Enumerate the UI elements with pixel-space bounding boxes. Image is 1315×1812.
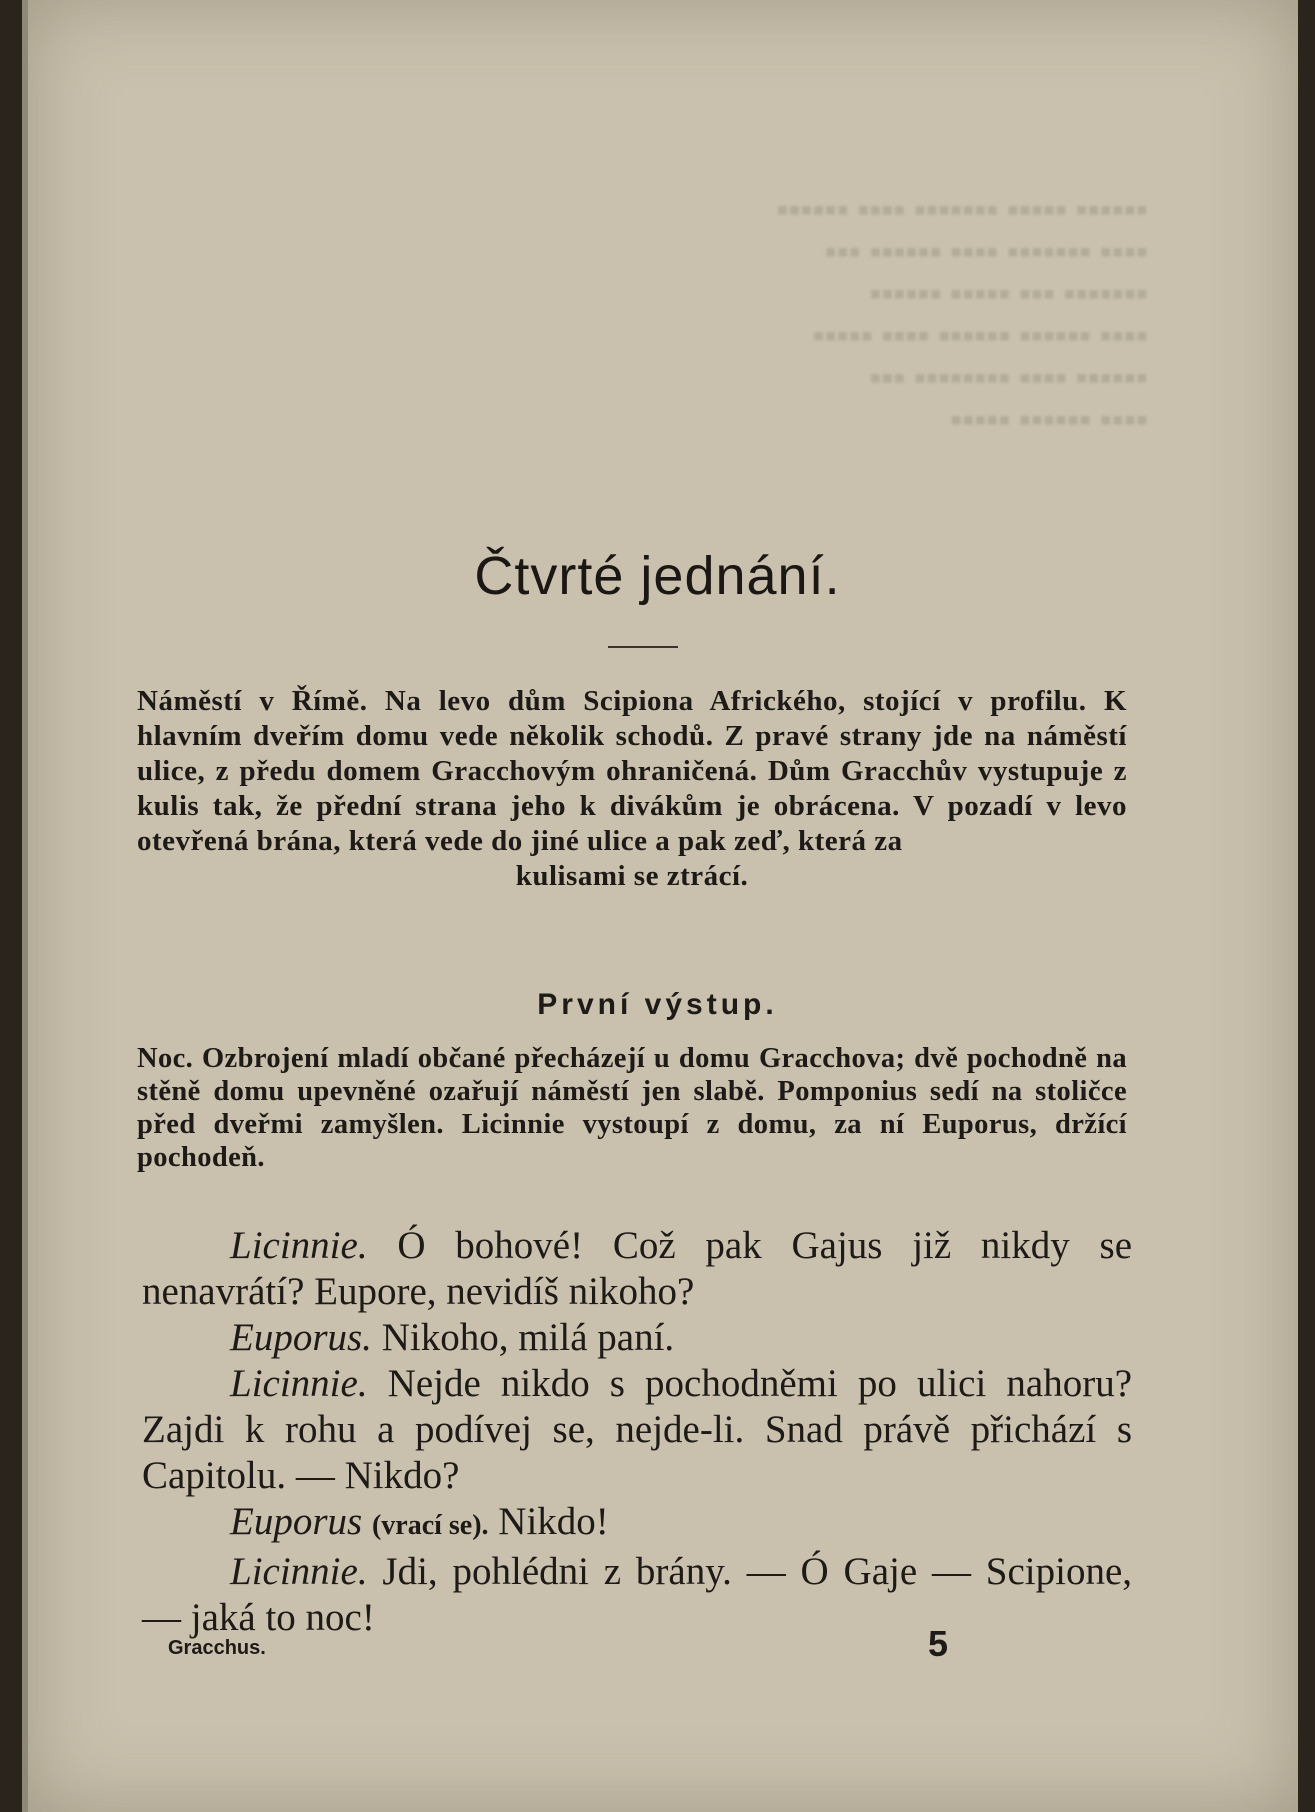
signature-mark: Gracchus.: [168, 1637, 266, 1659]
page-number: 5: [928, 1623, 949, 1664]
act-title: Čtvrté jednání.: [474, 546, 841, 606]
dialogue-block: [142, 1223, 1132, 1641]
speaker-name: Euporus.: [230, 1316, 372, 1359]
speaker-name: Euporus: [230, 1500, 363, 1543]
setting-text-last-line: kulisami se ztrácí.: [515, 860, 749, 892]
dialogue-text: Nikdo!: [498, 1500, 609, 1543]
dialogue-line: [142, 1549, 1132, 1641]
dialogue-text: Nejde nikdo s pochodněmi po ulici nahoru? Zajdi k rohu a podívej se, nejde-li. Snad právě přichází s Capitolu. — Nikdo?: [142, 1362, 1133, 1497]
divider-rule: [608, 646, 678, 648]
dialogue-text: Nikoho, milá paní.: [381, 1316, 675, 1359]
bleed-through-texture: ▪▪▪▪▪▪ ▪▪▪▪▪ ▪▪▪▪▪▪▪ ▪▪▪▪ ▪▪▪▪▪▪ ▪▪▪▪ ▪▪▪▪▪▪▪ ▪▪▪▪ ▪▪▪▪▪▪ ▪▪▪ ▪▪▪▪▪▪▪ ▪▪▪ ▪▪▪▪▪ ▪▪▪▪▪▪ ▪▪▪▪ ▪▪▪▪▪▪ ▪▪▪▪▪▪ ▪▪▪▪ ▪▪▪▪▪ ▪▪▪▪▪▪ ▪▪▪▪ ▪▪▪▪▪▪▪▪ ▪▪▪ ▪▪▪▪ ▪▪▪▪▪▪ ▪▪▪▪▪: [776, 192, 1148, 439]
setting-text: Náměstí v Římě. Na levo dům Scipiona Afrického, stojící v profilu. K hlavním dveřím domu vede několik schodů. Z pravé strany jde na náměstí ulice, z předu domem Gracchovým ohraničená. Dům Gracchův vystupuje z kulis tak, že přední strana jeho k divákům je obrácena. V pozadí v levo otevřená brána, která vede do jiné ulice a pak zeď, která za: [137, 685, 1127, 857]
dialogue-text: Jdi, pohlédni z brány. — Ó Gaje — Scipione, — jaká to noc!: [142, 1550, 1133, 1639]
stage-direction: Noc. Ozbrojení mladí občané přecházejí u domu Gracchova; dvě pochodně na stěně domu upevněné ozařují náměstí jen slabě. Pomponius sedí na stoličce před dveřmi zamyšlen. Licinnie vystoupí z domu, za ní Euporus, držící pochodeň.: [137, 1043, 1127, 1173]
dialogue-line: [142, 1223, 1132, 1315]
scene-heading: První výstup.: [537, 988, 778, 1021]
setting-description: [137, 684, 1127, 894]
dialogue-text: Ó bohové! Což pak Gajus již nikdy se nenavrátí? Eupore, nevidíš nikoho?: [142, 1224, 1133, 1313]
speaker-name: Licinnie.: [230, 1362, 368, 1405]
speaker-name: Licinnie.: [230, 1224, 368, 1267]
dialogue-line: [142, 1499, 1132, 1549]
dialogue-line: [142, 1361, 1132, 1499]
speaker-name: Licinnie.: [230, 1550, 368, 1593]
stage-note: (vrací se).: [371, 1510, 489, 1541]
dialogue-line: [142, 1315, 1132, 1361]
